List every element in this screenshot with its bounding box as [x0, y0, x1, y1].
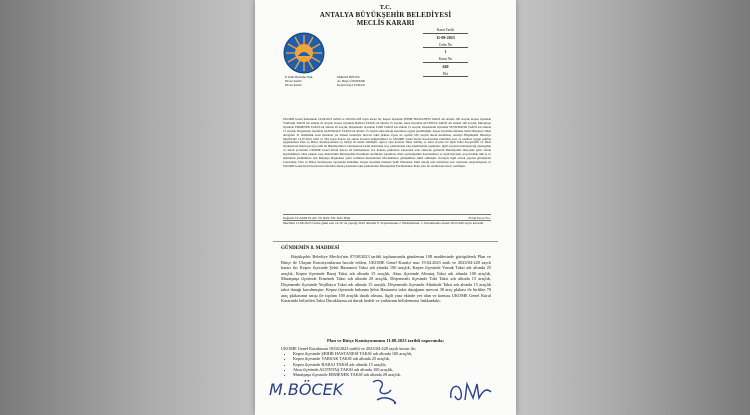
signature-clerk-1 — [365, 376, 405, 408]
meta-label: Karar Tarihi — [423, 28, 468, 34]
meta-label: Karar No — [423, 57, 468, 63]
distribution-block — [283, 214, 491, 226]
meta-value: 640 — [442, 63, 449, 69]
signatory-role: İl Şehir Belediye Bşk. — [285, 75, 314, 79]
section-divider — [273, 241, 498, 242]
document-header — [255, 4, 516, 27]
signature-clerk-2 — [445, 376, 495, 408]
signatory-name: Kerem Kaya TURAN — [337, 83, 365, 88]
meta-value — [423, 77, 468, 78]
signatory-role: Divan Katibi — [285, 79, 302, 84]
agenda-body — [281, 254, 491, 305]
signatory-list — [285, 75, 381, 88]
background-left — [0, 0, 255, 415]
agenda-title: GÜNDEMİN 8. MADDESİ — [281, 246, 340, 251]
list-item: • Kepez ilçesinde BARAJ TAKSİ adı altında 15 araçlık, — [293, 362, 491, 367]
signatory-row — [285, 83, 381, 87]
list-item: • Muratpaşa ilçesinde ERMENEK TAKSİ adı altında 20 araçlık, — [293, 372, 491, 377]
signatory-name: Muhittin BÖCEK — [337, 75, 360, 79]
background-right — [515, 0, 750, 415]
decision-meta-box — [423, 28, 468, 81]
distribution-bar — [283, 214, 491, 221]
header-title: MECLİS KARARI — [356, 19, 415, 27]
list-item: • Kepez ilçesinde VARSAK TAKSİ adı altında 25 araçlık, — [293, 356, 491, 361]
handwritten-signatures — [255, 372, 516, 415]
list-item: • Aksu ilçesinde ALTINTAŞ TAKSİ adı altında 100 araçlık, — [293, 367, 491, 372]
header-tc: T.C. — [379, 4, 392, 11]
plan-report-title: Plan ve Bütçe Komisyonunun 11.08.2023 tarihli raporunda; — [327, 338, 444, 343]
agenda-paragraph: Büyükşehir Belediye Meclisi'nin 07/08/2023 tarihli toplantısında gündemin 108 maddesinde görüşülerek Plan ve Bütçe ile Ulaşım Komisyonlarına havale edilen, UKOME Genel Kurulu' nun 19.04.2023 tarih ve 2023/04-228 sayılı kararı ile; Kepez ilçesinde Şehir Hastanesi Taksi adı altında 100 araçlık, Kepez ilçesinde Varsak Taksi adı altında 25 araçlık, Kepez ilçesinde Baraj Taksi adı altında 15 araçlık, Aksu ilçesinde Altıntaş Taksi adı altında 100 araçlık, Muratpaşa ilçesinde Ermenek Taksi adı altında 20 araçlık, Döşemealtı ilçesinde Toki Taksi adı altında 15 araçlık, Döşemealtı ilçesinde Yeşilbayır Taksi adı altında 15 araçlık, Döşemealtı ilçesinde Altınkale Taksi adı altında 15 araçlık taksi durağı kurulmuştur. Kepez ilçesinde bulunan Şehir Hastanesi taksi durağının mevcut 30 araç plakası ile birlikte 70 araç plakasının satışı ile toplam 100 araçlık durak olması, ilgili yasa ekinde yer alan ve konusu UKOME Genel Kurul Kararında belirtilen Taksi Duraklarına ait durak bedeli ve yatlarının belirlenmesi hakkındaki; — [281, 254, 491, 303]
signature-mayor: M.BÖCEK — [269, 380, 344, 399]
list-item: • Kepez ilçesinde ŞEHİR HASTANESİ TAKSİ adı altında 100 araçlık, — [293, 351, 491, 356]
meta-value: 1 — [444, 49, 447, 54]
document-date-label: Evrak Tar.ve No : — [468, 215, 491, 220]
distribution-label: Dağıtım: ULAŞIM PLAN. VE RAY. SİS. DAİ. BŞK. — [283, 215, 352, 220]
decision-text: UKOME Genel Kurulunun 19/04/2023 tarihli ve 2023/04-228 sayılı kararı ile; Kepez ilçesinde ŞEHİR HASTANESİ TAKSİ adı altında 100 araçlık, Kepez ilçesinde VARSAK TAKSİ adı altında 25 araçlık, Kepez ilçesinde BARAJ TAKSİ adı altında 15 araçlık, Aksu ilçesinde ALTINTAŞ TAKSİ adı altında 100 araçlık, Muratpaşa ilçesinde ERMENEK TAKSİ adı altında 20 araçlık, Döşemealtı ilçesinde TOKİ TAKSİ adı altında 15 araçlık, Döşemealtı ilçesinde YEŞİLBAYIR TAKSİ adı altında 15 araçlık, Döşemealtı ilçesinde ALTINKALE TAKSİ adı altında 15 araçlık taksi durağı kurulması uygun görülmüştür. Kepez ilçesinde bulunan Şehir Hastanesi Taksi durağının 31 dönümlük arazi üzerinde yer alması nedeniyle mevcut taksi plakası sayısı ile toplam 100 araçlık durak kurulması, Antalya Büyükşehir Belediye Meclisi'nin 14.07.2022 tarih ve 584 sayılı Kararı ile alınan Kararın değiştirilmesi ve UKOME Genel Kurul Kararlarında belirtilen esas ve usullere uygun şekilde uygulanması Plan ve Bütçe Komisyonunun oy birliği ile kabul edilmiştir. Ayrıca aynı kararda Taksi dolmuş ve taksi araçları ile ilgili Taksi Kooperatifi ve Taksi Ortaklarının hazırlayacağı tarife ile Belediyemizce belirlenecek bedel üzerinden araç plakalarının satış işlemlerinin yapılması, ilgili araçların kullanılacağı güzergahın ve durak yerlerinin UKOME Genel Kurul Kararı ile belirlenmesi, söz konusu plakaların satışından elde edilecek gelirlerin Belediyemiz bütçesine gelir olarak kaydedilmesi, taksi plakası satış ihalelerinin Belediyemiz Encümeni tarafından yapılması, ihale şartnamesinin hazırlanması ve ilgili mevzuat çerçevesinde tüm iş ve işlemlerin yürütülmesi için Belediye Başkanına yetki verilmesi hususlarının Meclisimizce görüşülmesi teklif edilmiştir. Konuyla ilgili olarak yapılan görüşmeler sonucunda; Plan ve Bütçe Komisyonu raporunun kabulüne, Kepez ilçesinde bulunan Şehir Hastanesi Taksi durağı için belirlenen araç sayısının onaylanmasına ve UKOME Genel Kurul Kararında belirtilen durak yerlerinde taksi plakalarının Belediyemiz Encümenince ihale yolu ile satılmasına karar verilmiştir. — [283, 117, 491, 168]
document-page — [255, 0, 516, 415]
signatory-name: Av. Büşra ÖZDEMİR — [337, 79, 365, 84]
municipality-logo-icon — [283, 32, 325, 74]
plan-report-intro: UKOME Genel Kurulunun 19/04/2023 tarihli ve 2023/04-228 sayılı kararı ile; — [281, 346, 416, 351]
meta-value: 11-08-2023 — [436, 34, 455, 40]
meta-label: Eki — [423, 72, 468, 78]
header-municipality: ANTALYA BÜYÜKŞEHİR BELEDİYESİ — [319, 11, 452, 19]
meta-label: Celse No — [423, 43, 468, 49]
signatory-role: Divan Katibi — [285, 83, 302, 88]
session-note: Meclisin 11-08-2023 Cuma günü saat 14.30 'da yaptığı 2023 dönemi 8. Toplantısının 2. Birleşiminin 1. Oturumunda alınan 2023-640 sayılı karardır. — [283, 221, 485, 226]
